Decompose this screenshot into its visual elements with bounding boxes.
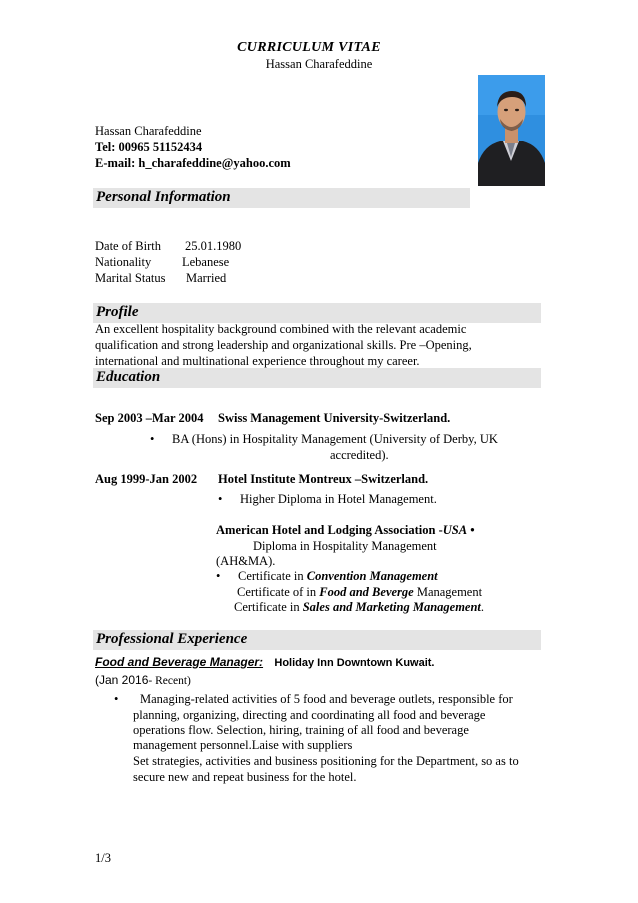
contact-email: E-mail: h_charafeddine@yahoo.com xyxy=(95,156,291,170)
edu1-detail-1: BA (Hons) in Hospitality Management (University of Derby, UK xyxy=(172,432,498,446)
section-heading-education: Education xyxy=(96,369,161,385)
section-heading-experience: Professional Experience xyxy=(96,631,248,647)
duty-line-6: secure new and repeat business for the hotel. xyxy=(133,770,357,784)
contact-phone: Tel: 00965 51152434 xyxy=(95,140,203,154)
certificate-2-title: Food and Beverge xyxy=(319,585,414,599)
bullet-icon: • xyxy=(216,569,221,583)
profile-line-1: An excellent hospitality background combined with the relevant academic xyxy=(95,322,467,336)
edu2-school: Hotel Institute Montreux –Switzerland. xyxy=(218,472,429,486)
job-role: Food and Beverage Manager: xyxy=(95,655,264,669)
edu3-country: USA xyxy=(442,523,468,537)
edu2-dates: Aug 1999-Jan 2002 xyxy=(95,472,198,486)
nationality-label: Nationality xyxy=(95,255,152,269)
edu3-school xyxy=(216,523,475,538)
marital-label: Marital Status xyxy=(95,271,166,285)
certificate-3-title: Sales and Marketing Management xyxy=(302,600,481,614)
certificate-3-suffix: . xyxy=(480,600,485,614)
document-subtitle: Hassan Charafeddine xyxy=(265,57,373,71)
dob-label: Date of Birth xyxy=(95,239,161,253)
job-period xyxy=(95,673,191,687)
section-heading-profile: Profile xyxy=(96,304,139,320)
section-bar-profile xyxy=(93,303,541,323)
edu3-line-2: (AH&MA). xyxy=(216,554,276,568)
section-bar-personal xyxy=(93,188,470,208)
job-title-line xyxy=(95,655,435,669)
edu1-dates: Sep 2003 –Mar 2004 xyxy=(95,411,204,425)
dob-value: 25.01.1980 xyxy=(185,239,242,253)
profile-line-2: qualification and strong leadership and organizational skills. Pre –Opening, xyxy=(95,338,472,352)
profile-photo xyxy=(478,75,545,186)
section-bar-experience xyxy=(93,630,541,650)
job-period-end: - Recent) xyxy=(148,675,191,687)
certificate-2-prefix: Certificate of in xyxy=(237,585,320,599)
certificate-1 xyxy=(238,569,438,584)
section-heading-personal: Personal Information xyxy=(96,189,231,205)
edu1-detail-2: accredited). xyxy=(330,448,389,462)
duty-line-1: Managing-related activities of 5 food and beverage outlets, responsible for xyxy=(140,692,513,706)
edu3-line-1: Diploma in Hospitality Management xyxy=(253,539,437,553)
duty-line-5: Set strategies, activities and business positioning for the Department, so as to xyxy=(133,754,519,768)
marital-value: Married xyxy=(186,271,227,285)
certificate-2 xyxy=(237,585,482,600)
nationality-value: Lebanese xyxy=(182,255,230,269)
section-bar-education xyxy=(93,368,541,388)
bullet-icon: • xyxy=(470,523,475,537)
page-number: 1/3 xyxy=(95,851,111,865)
certificate-3-prefix: Certificate in xyxy=(234,600,303,614)
document-title: CURRICULUM VITAE xyxy=(237,40,381,55)
duty-line-3: operations flow. Selection, hiring, training of all food and beverage xyxy=(133,723,469,737)
duty-line-4: management personnel.Laise with suppliers xyxy=(133,738,353,752)
contact-name: Hassan Charafeddine xyxy=(95,124,202,138)
certificate-1-title: Convention Management xyxy=(306,569,438,583)
duty-line-2: planning, organizing, directing and coordinating all food and beverage xyxy=(133,708,486,722)
certificate-1-prefix: Certificate in xyxy=(238,569,307,583)
portrait-image xyxy=(478,75,545,186)
job-company: Holiday Inn Downtown Kuwait. xyxy=(274,657,435,669)
edu3-school-name: American Hotel and Lodging Association - xyxy=(216,523,443,537)
profile-line-3: international and multinational experience throughout my career. xyxy=(95,354,420,368)
certificate-3 xyxy=(234,600,484,615)
bullet-icon: • xyxy=(218,492,223,506)
bullet-icon: • xyxy=(114,692,119,706)
bullet-icon: • xyxy=(150,432,155,446)
edu1-school: Swiss Management University-Switzerland. xyxy=(218,411,451,425)
job-period-start: (Jan 2016 xyxy=(95,673,149,687)
certificate-2-suffix: Management xyxy=(413,585,483,599)
edu2-detail: Higher Diploma in Hotel Management. xyxy=(240,492,437,506)
